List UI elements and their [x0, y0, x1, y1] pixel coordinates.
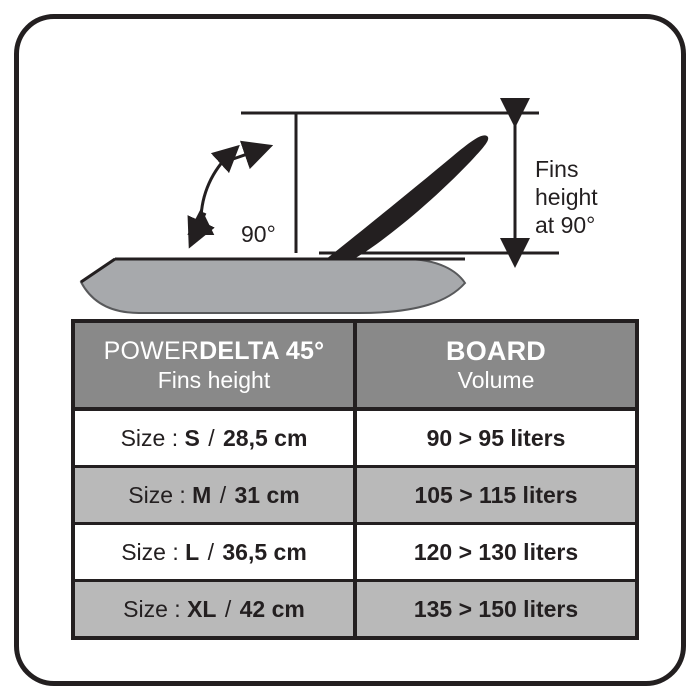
header-product-prefix: POWER: [103, 337, 200, 365]
fins-height-label: [535, 155, 663, 239]
size-value: XL: [187, 595, 217, 622]
fins-height-label-line3: at 90°: [535, 212, 596, 238]
volume-value: 90 > 95 liters: [426, 424, 566, 451]
size-label: Size :: [128, 481, 186, 508]
angle-label: 90°: [241, 221, 276, 247]
header-fins-height: [75, 323, 355, 409]
cell-fins-height: [75, 467, 355, 524]
fin-height-value: 36,5 cm: [222, 538, 307, 565]
size-value: L: [185, 538, 200, 565]
spec-table: [75, 323, 635, 636]
header-board-title: BOARD: [446, 336, 546, 366]
table-row: [75, 581, 635, 637]
header-board-sub: Volume: [457, 367, 535, 393]
fin-height-value: 28,5 cm: [223, 424, 308, 451]
cell-fins-height: [75, 409, 355, 467]
fin-shape: [325, 135, 488, 260]
header-product-name-text: [104, 337, 325, 365]
separator: /: [207, 538, 214, 565]
spec-table-head: [75, 323, 635, 409]
volume-value: 135 > 150 liters: [413, 595, 579, 622]
header-product-name: [75, 336, 353, 366]
header-fins-height-sub: Fins height: [157, 367, 271, 393]
fin-height-value: 31 cm: [234, 481, 300, 508]
cell-board-volume: [355, 524, 635, 581]
size-value: S: [184, 424, 200, 451]
volume-value: 120 > 130 liters: [413, 538, 579, 565]
cell-board-volume: [355, 467, 635, 524]
fin-angle-diagram: [19, 55, 691, 317]
separator: /: [219, 481, 227, 508]
volume-value: 105 > 115 liters: [414, 481, 578, 508]
cell-fins-height: [75, 524, 355, 581]
cell-board-volume: [355, 409, 635, 467]
size-value: M: [192, 481, 212, 508]
size-label: Size :: [123, 595, 181, 622]
info-card: [14, 14, 686, 686]
table-row: [75, 409, 635, 467]
separator: /: [224, 595, 232, 622]
separator: /: [208, 424, 215, 451]
table-row: [75, 524, 635, 581]
header-row: [75, 323, 635, 409]
cell-board-volume: [355, 581, 635, 637]
table-row: [75, 467, 635, 524]
spec-table-container: [71, 319, 639, 640]
cell-fins-height: [75, 581, 355, 637]
size-label: Size :: [120, 424, 179, 451]
angle-arrow-upper: [233, 150, 259, 159]
angle-arc: [201, 153, 231, 220]
header-product-suffix: DELTA 45°: [199, 337, 325, 365]
fins-height-label-line1: Fins: [535, 156, 579, 182]
size-label: Size :: [121, 538, 179, 565]
spec-table-body: [75, 409, 635, 636]
board-silhouette: [81, 259, 465, 313]
fin-height-value: 42 cm: [239, 595, 305, 622]
fins-height-label-line2: height: [535, 184, 598, 210]
header-board-volume: [355, 323, 635, 409]
